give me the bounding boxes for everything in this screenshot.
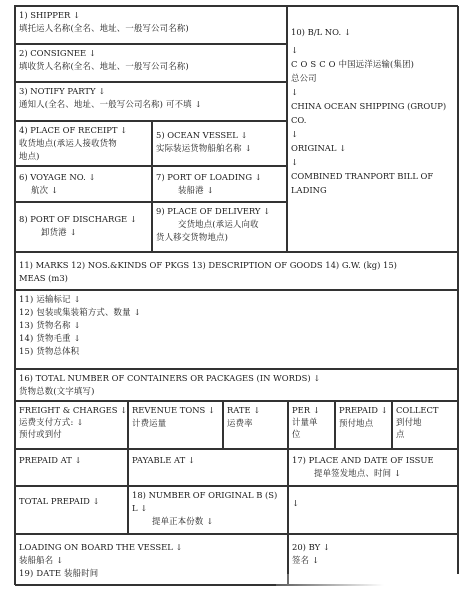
rate-label: RATE ↓ <box>227 405 261 415</box>
goods-header-line-1: 11) MARKS 12) NOS.&KINDS OF PKGS 13) DESCRIPTION OF GOODS 14) G.W. (kg) 15) <box>19 260 397 270</box>
total-number-desc: 货物总数(文字填写) <box>19 386 95 396</box>
number-of-original-cell <box>128 486 288 534</box>
freight-charges-label: FREIGHT & CHARGES ↓ <box>19 405 128 415</box>
goods-header-line-2: MEAS (m3) <box>19 273 68 283</box>
notify-party-label: 3) NOTIFY PARTY ↓ <box>19 86 106 96</box>
total-prepaid-cell <box>15 486 128 534</box>
bill-of-lading-form <box>14 5 458 585</box>
port-of-loading-desc: 装船港 ↓ <box>178 185 214 195</box>
prepaid-label: PREPAID ↓ <box>339 405 388 415</box>
collect-desc-1: 到付地 <box>396 417 422 427</box>
voyage-desc: 航次 ↓ <box>31 185 59 195</box>
port-of-discharge-label: 8) PORT OF DISCHARGE ↓ <box>19 214 137 224</box>
notify-party-cell <box>15 82 287 121</box>
bl-arrow-3: ↓ <box>291 129 299 139</box>
goods-list-item: 12) 包装或集装箱方式、数量 ↓ <box>19 307 141 317</box>
freight-charges-desc-2: 预付或到付 <box>19 429 62 439</box>
ocean-vessel-label: 5) OCEAN VESSEL ↓ <box>156 130 248 140</box>
blank-cell <box>288 486 459 534</box>
collect-desc-2: 点 <box>396 429 405 439</box>
per-cell <box>288 401 335 449</box>
signed-by-desc: 签名 ↓ <box>292 555 320 565</box>
collect-cell <box>392 401 459 449</box>
per-desc-2: 位 <box>292 429 301 439</box>
bl-arrow-4: ↓ <box>291 157 299 167</box>
bl-arrow-1: ↓ <box>291 45 299 55</box>
cosco-company: 总公司 <box>291 73 317 83</box>
goods-list-item: 15) 货物总体积 <box>19 346 80 356</box>
place-of-delivery-desc-2: 货人移交货物地点) <box>156 232 229 242</box>
port-of-discharge-cell <box>15 202 152 252</box>
payable-at-cell <box>128 449 288 486</box>
loading-on-board-desc: 装船船名 ↓ <box>19 555 64 565</box>
place-of-receipt-desc-2: 地点) <box>19 151 40 161</box>
port-of-loading-cell <box>152 166 287 202</box>
watermark-fade <box>276 574 472 596</box>
goods-header-cell <box>15 252 459 290</box>
shipper-desc: 填托运人名称(全名、地址、一般写公司名称) <box>19 23 189 33</box>
company-suffix: CO. <box>291 115 307 125</box>
shipper-cell <box>15 6 287 44</box>
place-of-delivery-desc-1: 交货地点(承运人向收 <box>178 219 259 229</box>
cosco-name: C O S C O 中国远洋运输(集团) <box>291 59 415 69</box>
total-prepaid-label: TOTAL PREPAID ↓ <box>19 496 100 506</box>
place-of-delivery-cell <box>152 202 287 252</box>
port-of-discharge-desc: 卸货港 ↓ <box>41 227 77 237</box>
goods-list-item: 13) 货物名称 ↓ <box>19 320 81 330</box>
port-of-loading-label: 7) PORT OF LOADING ↓ <box>156 172 262 182</box>
combined-transport-line-1: COMBINED TRANPORT BILL OF <box>291 171 434 181</box>
prepaid-at-label: PREPAID AT ↓ <box>19 455 82 465</box>
per-desc-1: 计量单 <box>292 417 318 427</box>
rate-desc: 运费率 <box>227 418 253 428</box>
bl-number-cell <box>287 6 459 252</box>
signed-by-label: 20) BY ↓ <box>292 542 330 552</box>
place-date-issue-label: 17) PLACE AND DATE OF ISSUE <box>292 455 434 465</box>
number-of-original-desc: 提单正本份数 ↓ <box>152 516 214 526</box>
revenue-tons-cell <box>128 401 223 449</box>
shipper-label: 1) SHIPPER ↓ <box>19 10 80 20</box>
total-number-label: 16) TOTAL NUMBER OF CONTAINERS OR PACKAGES (IN WORDS) ↓ <box>19 373 321 383</box>
consignee-label: 2) CONSIGNEE ↓ <box>19 48 96 58</box>
ocean-vessel-desc: 实际装运货物船舶名称 ↓ <box>156 143 252 153</box>
combined-transport-line-2: LADING <box>291 185 327 195</box>
consignee-cell <box>15 44 287 82</box>
prepaid-cell <box>335 401 392 449</box>
bl-number-label: 10) B/L NO. ↓ <box>291 27 351 37</box>
loading-on-board-label: LOADING ON BOARD THE VESSEL ↓ <box>19 542 183 552</box>
bl-arrow-2: ↓ <box>291 87 299 97</box>
prepaid-desc: 预付地点 <box>339 418 374 428</box>
loading-date-label: 19) DATE 装船时间 <box>19 568 99 578</box>
blank-arrow: ↓ <box>292 498 300 508</box>
prepaid-at-cell <box>15 449 128 486</box>
total-number-cell <box>15 369 459 401</box>
place-of-receipt-cell <box>15 121 152 166</box>
rate-cell <box>223 401 288 449</box>
payable-at-label: PAYABLE AT ↓ <box>132 455 195 465</box>
freight-charges-desc-1: 运费支付方式: ↓ <box>19 417 84 427</box>
goods-list-item: 11) 运输标记 ↓ <box>19 294 81 304</box>
place-of-receipt-label: 4) PLACE OF RECEIPT ↓ <box>19 125 128 135</box>
notify-party-desc: 通知人(全名、地址、一般写公司名称) 可不填 ↓ <box>19 99 202 109</box>
revenue-tons-desc: 计费运量 <box>132 418 167 428</box>
freight-charges-cell <box>15 401 128 449</box>
place-date-issue-desc: 提单签发地点、时间 ↓ <box>314 468 402 478</box>
loading-on-board-cell <box>15 534 288 586</box>
place-of-delivery-label: 9) PLACE OF DELIVERY ↓ <box>156 206 271 216</box>
voyage-cell <box>15 166 152 202</box>
consignee-desc: 填收货人名称(全名、地址、一般写公司名称) <box>19 61 189 71</box>
china-ocean-shipping: CHINA OCEAN SHIPPING (GROUP) <box>291 101 447 111</box>
per-label: PER ↓ <box>292 405 320 415</box>
place-date-issue-cell <box>288 449 459 486</box>
collect-label: COLLECT <box>396 405 439 415</box>
goods-list-item: 14) 货物毛重 ↓ <box>19 333 81 343</box>
original-label: ORIGINAL ↓ <box>291 143 347 153</box>
number-of-original-label-1: 18) NUMBER OF ORIGINAL B (S) <box>132 490 278 500</box>
number-of-original-label-2: L ↓ <box>132 503 148 513</box>
voyage-label: 6) VOYAGE NO. ↓ <box>19 172 96 182</box>
ocean-vessel-cell <box>152 121 287 166</box>
place-of-receipt-desc-1: 收货地点(承运人接收货物 <box>19 138 117 148</box>
revenue-tons-label: REVENUE TONS ↓ <box>132 405 215 415</box>
goods-list-cell <box>15 290 459 369</box>
